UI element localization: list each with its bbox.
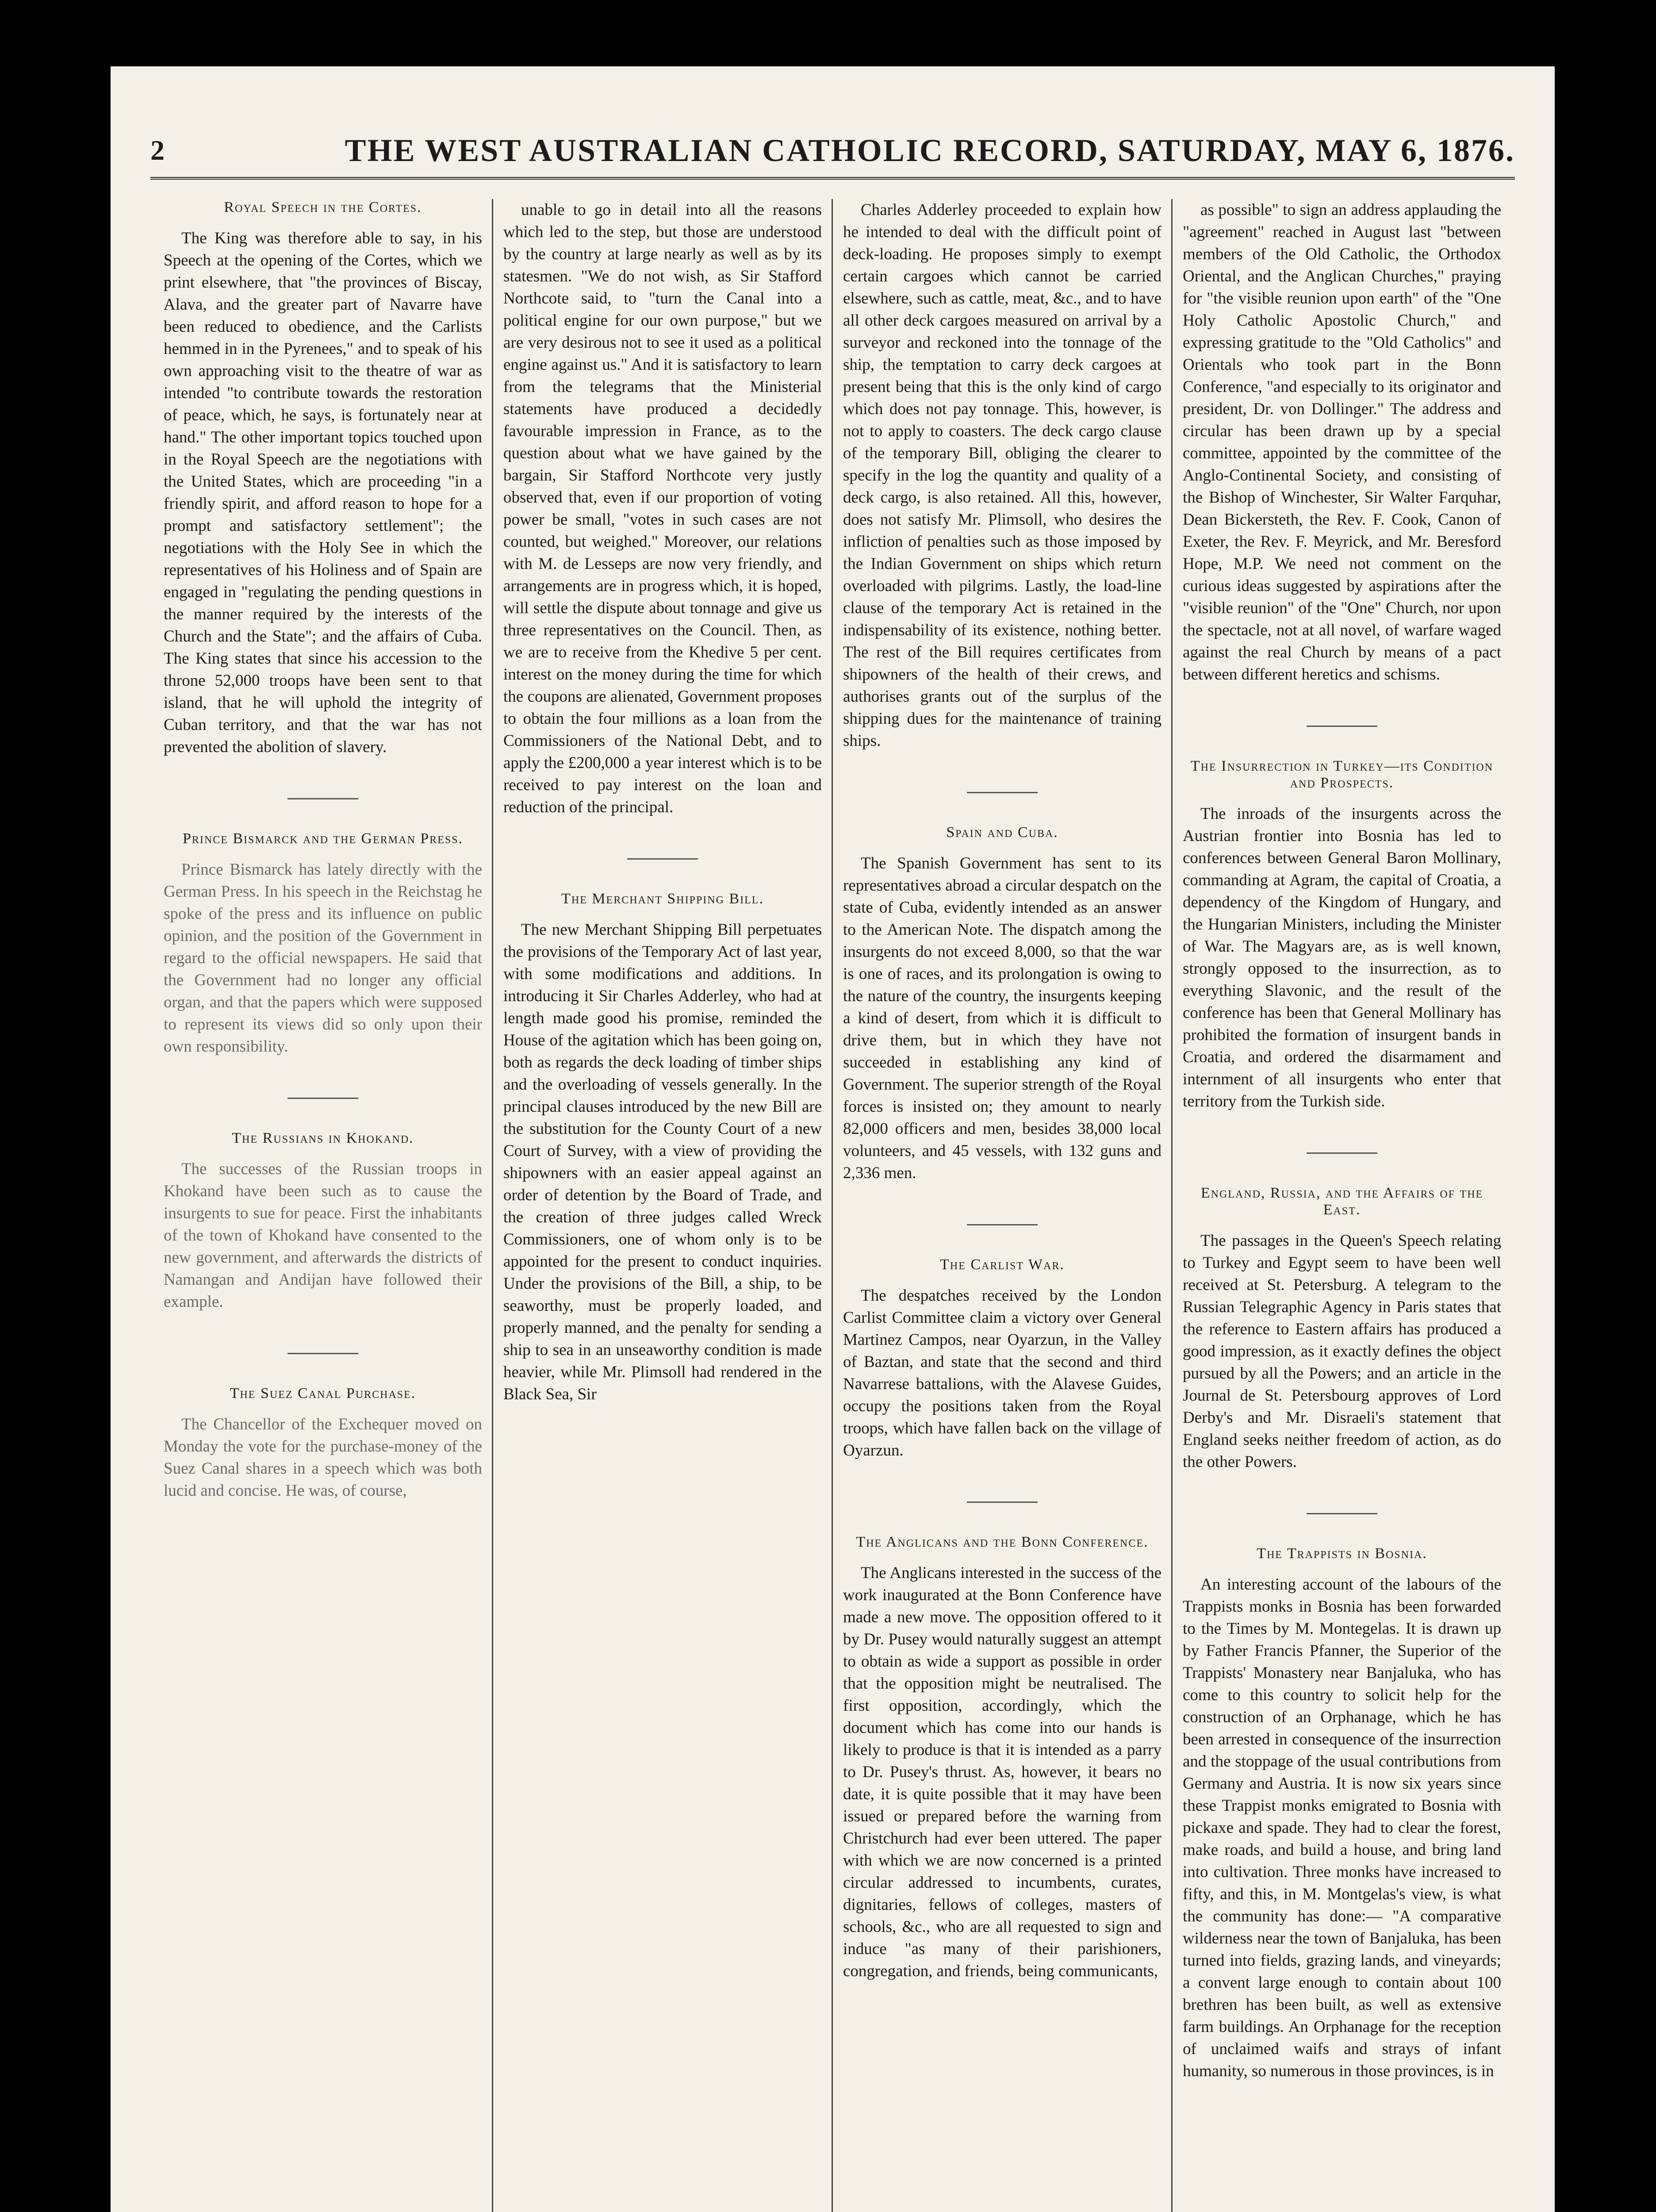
column-2 [503,199,822,2212]
columns [164,199,1502,2212]
article-heading: Spain and Cuba. [946,824,1058,841]
article-bonn-cont [1183,199,1501,686]
article-shipping-cont [843,199,1162,752]
article-heading: The Russians in Khokand. [232,1130,414,1146]
column-4 [1183,199,1501,2212]
column-3 [843,199,1162,2212]
article-body: The Spanish Government has sent to its representatives abroad a circular despatch on the state of Cuba, evidently intended as an answer to the American Note. The dispatch among the insurgents do not exceed 8,000, so that the war is one of races, and its prolongation is owing to the nature of the country, the insurgents keeping a kind of desert, from which it is difficult to drive them, but in which they have not succeeded in establishing any kind of Government. The superior strength of the Royal forces is insisted on; they amount to nearly 82,000 officers and men, besides 38,000 local volunteers, and 45 vessels, with 132 guns and 2,336 men. [843,854,1162,1182]
divider [288,1098,358,1099]
newspaper-page [111,66,1555,2212]
article-body: The despatches received by the London Carlist Committee claim a victory over General Martinez Campos, near Oyarzun, in the Valley of Baztan, and state that the second and third Navarrese battalions, with the Alavese Guides, occupy the positions taken from the Royal troops, which have fallen back on the village of Oyarzun. [843,1286,1162,1459]
article-suez-cont [503,199,822,818]
column-rule [832,199,833,2212]
article-body: The passages in the Queen's Speech relating to Turkey and Egypt seem to have been well received at St. Petersburg. A telegram to the Russian Telegraphic Agency in Paris states that the reference to Eastern affairs has produced a good impression, as it exactly defines the object pursued by all the Powers; and an article in the Journal de St. Petersbourg approves of Lord Derby's and Mr. Disraeli's statement that England seeks neither freedom of action, as do the other Powers. [1183,1232,1501,1471]
article-heading: Prince Bismarck and the German Press. [182,830,464,847]
article-heading: The Merchant Shipping Bill. [561,891,764,907]
divider [627,858,698,860]
article-body: The Chancellor of the Exchequer moved on Monday the vote for the purchase-money of the Suez Canal shares in a speech which was both lucid and concise. He was, of course, [164,1415,482,1500]
article-khokand [164,1130,482,1313]
article-body: Prince Bismarck has lately directly with the German Press. In his speech in the Reichstag he spoke of the press and its influence on public opinion, and the position of the Government in regard to the official newspapers. He said that the Government had no longer any official organ, and that the papers which were supposed to represent its views did so only upon their own responsibility. [164,860,482,1056]
article-turkey-insurrection [1183,758,1501,1113]
article-royal-speech [164,199,482,758]
divider [967,1224,1038,1225]
article-body: The King was therefore able to say, in his Speech at the opening of the Cortes, which we print elsewhere, that "the provinces of Biscay, Alava, and the greater part of Navarre have been reduced to obedience, and the Carlists hemmed in in the Pyrenees," and to speak of his own approaching visit to the theatre of war as intended "to contribute towards the restoration of peace, which, he says, is fortunately near at hand." The other important topics touched upon in the Royal Speech are the negotiations with the United States, which are proceeding "in a friendly spirit, and afford reason to hope for a prompt and satisfactory settlement"; the negotiations with the Holy See in which the representatives of his Holiness and of Spain are engaged in "regulating the pending questions in the manner required by the interests of the Church and the State"; and the affairs of Cuba. The King states that since his accession to the throne 52,000 troops have been sent to that island, that he will uphold the integrity of Cuban territory, and that the war has not prevented the abolition of slavery. [164,229,482,756]
article-suez [164,1385,482,1502]
article-body: The inroads of the insurgents across the Austrian frontier into Bosnia has led to conferences between General Baron Mollinary, commanding at Agram, the capital of Croatia, a dependency of the Kingdom of Hungary, and the Hungarian Ministers, including the Minister of War. The Magyars are, as is well known, strongly opposed to the insurrection, as to everything Slavonic, and the result of the conference has been that General Mollinary has prohibited the formation of insurgent bands in Croatia, and ordered the disarmament and internment of all insurgents who enter that territory from the Turkish side. [1183,805,1501,1110]
column-rule [492,199,493,2212]
article-anglicans-bonn [843,1534,1162,1982]
article-body: The new Merchant Shipping Bill perpetuates the provisions of the Temporary Act of last year, with some modifications and additions. In introducing it Sir Charles Adderley, who had at length made good his promise, reminded the House of the agitation which has been going on, both as regards the deck loading of timber ships and the overloading of vessels generally. In the principal clauses introduced by the new Bill are the substitution for the County Court of a new Court of Survey, with a view of providing the shipowners with an easier appeal against an order of detention by the Board of Trade, and the creation of three judges called Wreck Commissioners, one of whom only is to be appointed for the present to conduct inquiries. Under the provisions of the Bill, a ship, to be seaworthy, must be properly loaded, and properly manned, and the penalty for sending a ship to sea in an unseaworthy condition is made heavier, while Mr. Plimsoll had rendered in the Black Sea, Sir [503,921,822,1403]
article-heading: The Carlist War. [940,1256,1065,1273]
article-heading: The Suez Canal Purchase. [230,1385,416,1402]
article-heading: Royal Speech in the Cortes. [224,199,422,215]
article-bismarck [164,830,482,1058]
article-heading: England, Russia, and the Affairs of the East. [1200,1185,1484,1218]
article-spain-cuba [843,824,1162,1184]
article-heading: The Anglicans and the Bonn Conference. [856,1534,1149,1550]
article-body: An interesting account of the labours of the Trappists monks in Bosnia has been forwarded to the Times by M. Montegelas. It is drawn up by Father Francis Pfanner, the Superior of the Trappists' Monastery near Banjaluka, who has come to this country to solicit help for the construction of an Orphanage, which he has been arrested in consequence of the insurrection and the stoppage of the usual contributions from Germany and Austria. It is now six years since these Trappist monks emigrated to Bosnia with pickaxe and spade. They had to clear the forest, make roads, and build a house, and bring land into cultivation. Three monks have increased to fifty, and this, in M. Montgelas's view, is what the community has done:— "A comparative wilderness near the town of Banjaluka, has been turned into fields, grazing lands, and vineyards; a convent large enough to contain about 100 brethren has been built, as well as extensive farm buildings. An Orphanage for the reception of unclaimed waifs and strays of infant humanity, so numerous in those provinces, is in [1183,1575,1501,2080]
page-number: 2 [150,134,165,166]
divider [1307,726,1377,727]
newspaper-title: THE WEST AUSTRALIAN CATHOLIC RECORD, SATURDAY, MAY 6, 1876. [345,132,1515,168]
article-body: The successes of the Russian troops in Khokand have been such as to cause the insurgents to sue for peace. First the inhabitants of the town of Khokand have consented to the new government, and afterwards the districts of Namangan and Andijan have followed their example. [164,1160,482,1311]
column-rule [1171,199,1173,2212]
article-heading: The Insurrection in Turkey—its Condition and Prospects. [1190,758,1494,791]
divider [1307,1513,1377,1514]
article-body: as possible" to sign an address applauding the "agreement" reached in August last "between members of the Old Catholic, the Orthodox Oriental, and the Anglican Churches," praying for "the visible reunion upon earth" of the "One Holy Catholic Apostolic Church," and expressing gratitude to the "Old Catholics" and Orientals who took part in the Bonn Conference, "and especially to its originator and president, Dr. von Dollinger." The address and circular has been drawn up by a special committee, appointed by the committee of the Anglo-Continental Society, and consisting of the Bishop of Winchester, Sir Walter Farquhar, Dean Bickersteth, the Rev. F. Cook, Canon of Exeter, the Rev. F. Meyrick, and Mr. Beresford Hope, M.P. We need not comment on the curious ideas suggested by aspirations after the "visible reunion" of the "One" Church, nor upon the spectacle, not at all novel, of warfare waged against the real Church by means of a pact between different heretics and schisms. [1183,201,1501,684]
masthead [150,124,1515,180]
article-body: unable to go in detail into all the reasons which led to the step, but those are understood by the country at large nearly as well as by its statesmen. "We do not wish, as Sir Stafford Northcote said, to "turn the Canal into a political engine for our own purpose," but we are very desirous not to see it used as a political engine against us." And it is satisfactory to learn from the telegrams that the Ministerial statements have produced a decidedly favourable impression in France, as to the question about what we have gained by the bargain, Sir Stafford Northcote very justly observed that, even if our proportion of voting power be small, "votes in such cases are not counted, but weighed." Moreover, our relations with M. de Lesseps are now very friendly, and arrangements are in progress which, it is hoped, will settle the dispute about tonnage and give us three representatives on the Council. Then, as we are to receive from the Khedive 5 per cent. interest on the money during the time for which the coupons are alienated, Government proposes to obtain the four millions as a loan from the Commissioners of the National Debt, and to apply the £200,000 a year interest which is to be received to pay interest on the loan and reduction of the principal. [503,201,822,816]
article-heading: The Trappists in Bosnia. [1257,1545,1427,1562]
article-merchant-shipping [503,891,822,1406]
divider [288,798,358,799]
divider [967,1502,1038,1503]
divider [967,792,1038,793]
article-trappists-bosnia [1183,1545,1501,2082]
article-carlist-war [843,1256,1162,1462]
article-body: Charles Adderley proceeded to explain how he intended to deal with the difficult point of deck-loading. He proposes simply to exempt certain cargoes which cannot be carried elsewhere, such as cattle, meat, &c., and to have all other deck cargoes measured on arrival by a surveyor and reckoned into the tonnage of the ship, the temptation to carry deck cargoes at present being that this is the only kind of cargo which does not pay tonnage. This, however, is not to apply to coasters. The deck cargo clause of the temporary Bill, obliging the clearer to specify in the log the quantity and quality of a deck cargo, is also retained. All this, however, does not satisfy Mr. Plimsoll, who desires the infliction of penalties such as those imposed by the Indian Government on ships which return overloaded with pilgrims. Lastly, the load-line clause of the temporary Act is retained in the indispensability of its existence, nothing better. The rest of the Bill requires certificates from shipowners of the health of their crews, and authorises grants out of the surplus of the shipping dues for the maintenance of training ships. [843,201,1162,750]
article-england-russia [1183,1185,1501,1473]
column-1 [164,199,482,2212]
divider [1307,1152,1377,1154]
article-body: The Anglicans interested in the success of the work inaugurated at the Bonn Conference have made a new move. The opposition offered to it by Dr. Pusey would naturally suggest an attempt to obtain as wide a support as possible in order that the opposition might be neutralised. The first opposition, accordingly, which the document which has come into our hands is likely to produce is that it is intended as a parry to Dr. Pusey's thrust. As, however, it bears no date, it is quite possible that it may have been issued or prepared before the warning from Christchurch had ever been uttered. The paper with which we are now concerned is a printed circular addressed to incumbents, curates, dignitaries, fellows of colleges, masters of schools, &c., who are all requested to sign and induce "as many of their parishioners, congregation, and friends, being communicants, [843,1564,1162,1980]
divider [288,1353,358,1354]
